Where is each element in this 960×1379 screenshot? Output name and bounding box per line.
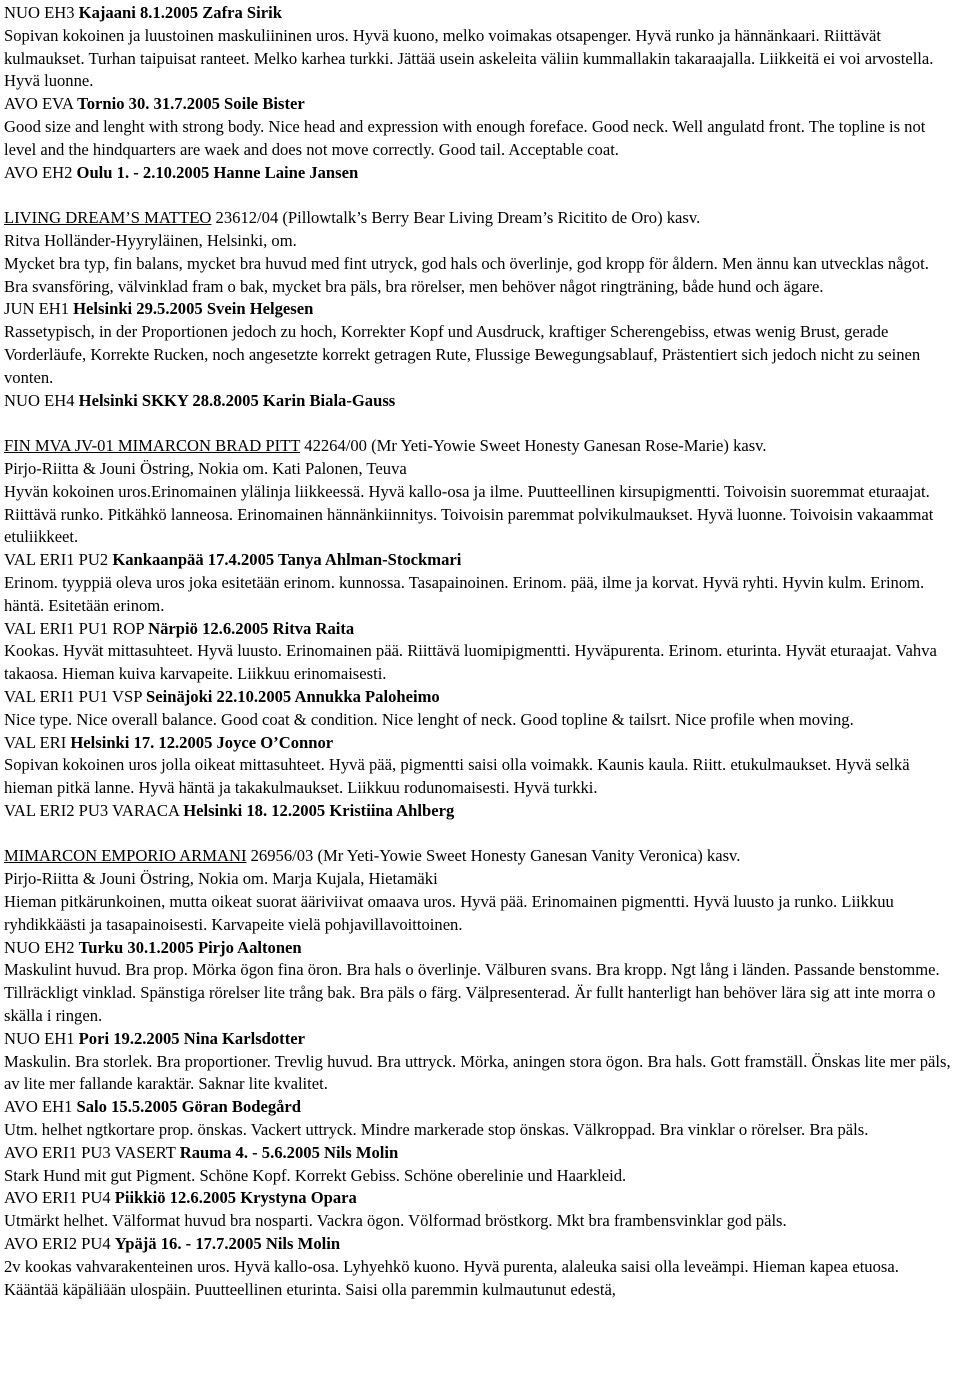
- show-result-heading: [4, 937, 952, 960]
- result-class: AVO ERI1 PU3 VASERT: [4, 1142, 180, 1162]
- critique-paragraph: Pirjo-Riitta & Jouni Östring, Nokia om. Kati Palonen, Teuva: [4, 458, 407, 478]
- show-place-date-judge: Pori 19.2.2005 Nina Karlsdotter: [78, 1028, 305, 1048]
- critique-paragraph: Utm. helhet ngtkortare prop. önskas. Vackert uttryck. Mindre markerade stop önskas. Välkroppad. Bra vinklar o rörelser. Bra päls.: [4, 1120, 869, 1140]
- critique-paragraph: Nice type. Nice overall balance. Good coat & condition. Nice lenght of neck. Good topline & tailsrt. Nice profile when moving.: [4, 709, 854, 729]
- result-class: NUO EH3: [4, 3, 79, 22]
- blank-line: [4, 823, 952, 846]
- critique-paragraph: Stark Hund mit gut Pigment. Schöne Kopf. Korrekt Gebiss. Schöne oberelinie und Haarkleid.: [4, 1165, 627, 1185]
- dog-name: LIVING DREAM’S MATTEO: [4, 208, 212, 228]
- show-place-date-judge: Salo 15.5.2005 Göran Bodegård: [76, 1097, 302, 1117]
- critique-paragraph: Mycket bra typ, fin balans, mycket bra huvud med fint utryck, god hals och överlinje, god kropp för åldern. Men ännu kan utvecklas något. Bra svansföring, välvinklad fram o bak, mycket bra päls, bra rörelser, men behöver något ringträning, både hund och ägare.: [4, 253, 929, 296]
- show-place-date-judge: Närpiö 12.6.2005 Ritva Raita: [148, 618, 355, 638]
- critique-paragraph: Sopivan kokoinen ja luustoinen maskuliininen uros. Hyvä kuono, melko voimakas otsapenger. Hyvä runko ja hännänkaari. Riittävät kulmaukset. Turhan taipuisat ranteet. Melko karhea turkki. Jättää usein askeleita väliin kummallakin takaraajalla. Liikkeitä ei voi arvostella. Hyvä luonne.: [4, 25, 934, 91]
- result-class: AVO EH2: [4, 162, 77, 182]
- dog-registration-pedigree: 23612/04 (Pillowtalk’s Berry Bear Living Dream’s Ricitito de Oro) kasv.: [211, 208, 701, 228]
- show-result-heading: [4, 1096, 952, 1119]
- critique-paragraph: Kookas. Hyvät mittasuhteet. Hyvä luusto. Erinomainen pää. Riittävä luomipigmentti. Hyväpurenta. Erinom. eturinta. Hyvät eturaajat. Vahva takaosa. Hieman kuiva karvapeite. Liikkuu erinomaisesti.: [4, 641, 937, 684]
- dog-registration-pedigree: 26956/03 (Mr Yeti-Yowie Sweet Honesty Ganesan Vanity Veronica) kasv.: [246, 846, 741, 866]
- result-class: NUO EH4: [4, 390, 79, 410]
- show-place-date-judge: Rauma 4. - 5.6.2005 Nils Molin: [179, 1142, 399, 1162]
- show-result-heading: [4, 732, 952, 755]
- critique-paragraph: Maskulin. Bra storlek. Bra proportioner. Trevlig huvud. Bra uttryck. Mörka, aningen stora ögon. Bra hals. Gott framställ. Önskas lite mer päls, av lite mer fallande karaktär. Saknar lite kvalitet.: [4, 1051, 951, 1094]
- blank-line: [4, 412, 952, 435]
- critique-paragraph: Good size and lenght with strong body. Nice head and expression with enough foreface. Good neck. Well angulatd front. The topline is not level and the hindquarters are waek and does not move correctly. Good tail. Acceptable coat.: [4, 116, 926, 159]
- result-class: AVO ERI1 PU4: [4, 1188, 115, 1208]
- show-result-heading: [4, 1187, 952, 1210]
- show-result-heading: [4, 93, 952, 116]
- result-class: VAL ERI1 PU1 ROP: [4, 618, 149, 638]
- critique-paragraph: Hyvän kokoinen uros.Erinomainen ylälinja liikkeessä. Hyvä kallo-osa ja ilme. Puutteellinen kirsupigmentti. Toivoisin suoremmat eturaajat. Riittävä runko. Pitkähkö lanneosa. Erinomainen hännänkiinnitys. Toivoisin paremmat polvikulmaukset. Hyvä luonne. Toivoisin vakaammat etuliikkeet.: [4, 481, 934, 547]
- show-result-heading: [4, 549, 952, 572]
- blank-line: [4, 184, 952, 207]
- critique-paragraph: 2v kookas vahvarakenteinen uros. Hyvä kallo-osa. Lyhyehkö kuono. Hyvä purenta, alaleuka saisi olla leveämpi. Hieman kapea etuosa. Kääntää käpäliään ulospäin. Puutteellinen eturinta. Saisi olla paremmin kulmautunut edestä,: [4, 1256, 899, 1299]
- result-class: AVO EVA: [4, 94, 78, 114]
- show-place-date-judge: Turku 30.1.2005 Pirjo Aaltonen: [78, 937, 302, 957]
- critique-paragraph: Sopivan kokoinen uros jolla oikeat mittasuhteet. Hyvä pää, pigmentti saisi olla voimakk. Kaunis kaula. Riitt. etukulmaukset. Hyvä selkä hieman pitkä lanne. Hyvä häntä ja takakulmaukset. Liikkuu rodunomaisesti. Hyvä turkki.: [4, 755, 910, 798]
- dog-entry-heading: [4, 435, 952, 458]
- show-place-date-judge: Seinäjoki 22.10.2005 Annukka Paloheimo: [146, 686, 440, 706]
- show-place-date-judge: Helsinki SKKY 28.8.2005 Karin Biala-Gauss: [78, 390, 396, 410]
- dog-name: FIN MVA JV-01 MIMARCON BRAD PITT: [4, 436, 301, 456]
- critique-paragraph: Maskulint huvud. Bra prop. Mörka ögon fina öron. Bra hals o överlinje. Välburen svans. Bra kropp. Ngt lång i länden. Passande benstomme. Tillräckligt vinklad. Spänstiga rörelser lite trång bak. Bra päls o färg. Välpresenterad. Är fullt hanterligt han behöver lära sig att inte morra o skälla i ringen.: [4, 960, 940, 1026]
- show-place-date-judge: Kankaanpää 17.4.2005 Tanya Ahlman-Stockmari: [112, 550, 462, 570]
- show-result-heading: [4, 162, 952, 185]
- result-class: VAL ERI: [4, 732, 71, 752]
- show-result-heading: [4, 298, 952, 321]
- show-place-date-judge: Piikkiö 12.6.2005 Krystyna Opara: [114, 1188, 357, 1208]
- show-result-heading: [4, 618, 952, 641]
- critique-paragraph: Hieman pitkärunkoinen, mutta oikeat suorat ääriviivat omaava uros. Hyvä pää. Erinomainen pigmentti. Hyvä luusto ja runko. Liikkuu ryhdikkäästi ja tasapainoisesti. Karvapeite vielä pohjavillavoittoinen.: [4, 892, 894, 934]
- critique-paragraph: Erinom. tyyppiä oleva uros joka esitetään erinom. kunnossa. Tasapainoinen. Erinom. pää, ilme ja korvat. Hyvä ryhti. Hyvin kulm. Erinom. häntä. Esitetään erinom.: [4, 572, 925, 615]
- dog-entry-heading: [4, 845, 952, 868]
- result-class: VAL ERI1 PU1 VSP: [4, 686, 147, 706]
- show-place-date-judge: Helsinki 18. 12.2005 Kristiina Ahlberg: [183, 800, 455, 820]
- show-place-date-judge: Tornio 30. 31.7.2005 Soile Bister: [77, 94, 305, 114]
- critique-paragraph: Rassetypisch, in der Proportionen jedoch zu hoch, Korrekter Kopf und Ausdruck, kraftiger Scherengebiss, etwas wenig Brust, gerade Vorderläufe, Korrekte Rucken, noch angesetzte korrekt getragen Rute, Flussige Bewegungsablauf, Prästentiert sich jedoch nicht zu seinen vonten.: [4, 322, 921, 387]
- dog-name: MIMARCON EMPORIO ARMANI: [4, 846, 247, 866]
- result-class: VAL ERI1 PU2: [4, 550, 113, 570]
- dog-entry-heading: [4, 207, 952, 230]
- critique-paragraph: Pirjo-Riitta & Jouni Östring, Nokia om. Marja Kujala, Hietamäki: [4, 869, 438, 889]
- critique-paragraph: Ritva Holländer-Hyyryläinen, Helsinki, om.: [4, 230, 297, 250]
- result-class: NUO EH1: [4, 1028, 79, 1048]
- show-place-date-judge: Helsinki 17. 12.2005 Joyce O’Connor: [70, 732, 334, 752]
- show-place-date-judge: Ypäjä 16. - 17.7.2005 Nils Molin: [114, 1234, 341, 1254]
- result-class: AVO EH1: [4, 1097, 77, 1117]
- show-result-heading: [4, 1028, 952, 1051]
- show-result-heading: [4, 686, 952, 709]
- show-result-heading: [4, 1142, 952, 1165]
- result-class: AVO ERI2 PU4: [4, 1234, 115, 1254]
- show-result-heading: [4, 800, 952, 823]
- show-result-heading: [4, 390, 952, 413]
- critique-paragraph: Utmärkt helhet. Välformat huvud bra nosparti. Vackra ögon. Völformad bröstkorg. Mkt bra frambensvinklar god päls.: [4, 1211, 787, 1231]
- result-class: VAL ERI2 PU3 VARACA: [4, 800, 184, 820]
- dog-registration-pedigree: 42264/00 (Mr Yeti-Yowie Sweet Honesty Ganesan Rose-Marie) kasv.: [300, 436, 767, 456]
- show-place-date-judge: Helsinki 29.5.2005 Svein Helgesen: [73, 299, 314, 319]
- show-result-heading: [4, 1233, 952, 1256]
- show-result-heading: [4, 2, 952, 25]
- result-class: NUO EH2: [4, 937, 79, 957]
- show-place-date-judge: Kajaani 8.1.2005 Zafra Sirik: [78, 3, 282, 22]
- show-place-date-judge: Oulu 1. - 2.10.2005 Hanne Laine Jansen: [76, 162, 359, 182]
- result-class: JUN EH1: [4, 299, 74, 319]
